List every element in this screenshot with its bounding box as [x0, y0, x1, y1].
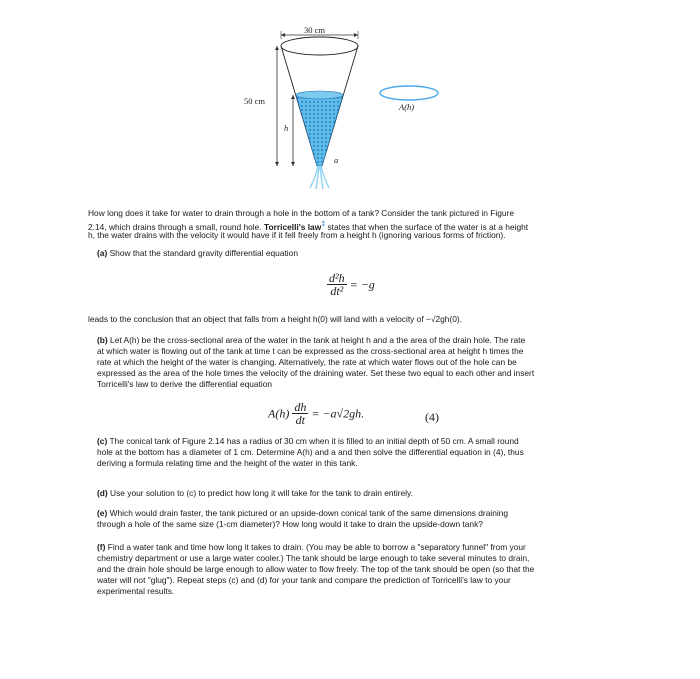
height-label: 50 cm: [244, 96, 266, 106]
first-derivative-fraction: [292, 401, 308, 427]
part-f-line-2: chemistry department or use a large water cooler.) The tank should be large enough to take several minutes to drain,: [97, 553, 530, 563]
part-c-label: (c): [97, 436, 108, 446]
height-dimension: [275, 46, 279, 166]
part-d-text: Use your solution to (c) to predict how long it will take for the tank to drain entirely.: [110, 488, 413, 498]
part-e-line-1-text: Which would drain faster, the tank pictured or an upside-down conical tank of the same dimensions draining: [109, 508, 509, 518]
tank-top-rim: [281, 37, 358, 55]
eq-b-denominator: dt: [295, 413, 305, 427]
part-b-line-5: Torricelli's law to derive the differential equation: [97, 379, 273, 389]
water-height-label: h: [284, 123, 289, 133]
part-b-line-1-text: Let A(h) be the cross-sectional area of the water in the tank at height h and a the area of the drain hole. The rate: [110, 335, 526, 345]
part-b-line-4: expressed as the area of the hole times the velocity of the draining water. Set these two equal to each other and insert: [97, 368, 535, 378]
part-f-line-4: water will not "glug"). Repeat steps (c) and (d) for your tank and compare the prediction of Torricelli's law to your: [97, 575, 511, 585]
part-d-label: (d): [97, 488, 108, 498]
draining-stream: [310, 166, 329, 189]
intro-line-1: How long does it take for water to drain through a hole in the bottom of a tank? Consider the tank pictured in Figure: [88, 208, 514, 218]
water-height-dimension: [291, 95, 295, 166]
part-f-line-3: and the drain hole should be large enough to allow water to flow freely. The top of the tank should be open (so that the: [97, 564, 535, 574]
part-a-label: (a): [97, 248, 108, 258]
footnote-link[interactable]: ‡: [321, 221, 326, 228]
part-e-line-1: [97, 508, 508, 519]
eq-b-lhs: A(h): [268, 406, 290, 421]
cross-section-area-ellipse: [380, 86, 438, 100]
part-b-line-3: rate at which the height of the water is changing. Alternatively, the rate at which water flows out of the hole can be: [97, 357, 517, 367]
part-b-line-1: [97, 335, 525, 346]
part-b-label: (b): [97, 335, 108, 345]
eq-b-rhs: = −a√2gh.: [311, 406, 365, 421]
part-d-line: [97, 488, 413, 499]
hole-label: a: [334, 155, 339, 165]
intro-line-3: h, the water drains with the velocity it would have if it fell freely from a height h (ignoring various forms of friction).: [88, 230, 506, 240]
part-e-label: (e): [97, 508, 108, 518]
part-f-line-1-text: Find a water tank and time how long it takes to drain. (You may be able to borrow a "separatory funnel" from your: [107, 542, 526, 552]
water-surface: [296, 91, 343, 99]
conical-tank-figure: [0, 0, 700, 200]
part-c-line-1: [97, 436, 519, 447]
part-a-conclusion: leads to the conclusion that an object that falls from a height h(0) will land with a velocity of −√2gh(0).: [88, 314, 462, 324]
top-width-label: 30 cm: [304, 25, 326, 35]
part-f-line-1: [97, 542, 526, 553]
part-f-label: (f): [97, 542, 106, 552]
equation-number: (4): [425, 410, 439, 424]
second-derivative-fraction: [327, 272, 347, 298]
part-a-prompt: [97, 248, 298, 259]
eq-a-rhs: = −g: [349, 277, 375, 292]
eq-a-denominator: dt²: [330, 284, 344, 298]
part-a-text: Show that the standard gravity differential equation: [109, 248, 298, 258]
part-e-line-2: through a hole of the same size (1-cm diameter)? How long would it take to drain the upside-down tank?: [97, 519, 483, 529]
eq-a-numerator: d²h: [329, 271, 345, 285]
intro-line-2-end: states that when the surface of the water is at a height: [325, 221, 529, 232]
part-b-line-2: at which water is flowing out of the tank at time t can be expressed as the cross-sectional area at height h times the: [97, 346, 524, 356]
torricelli-law-term: Torricelli's law: [263, 221, 322, 232]
part-c-line-3: deriving a formula relating time and the height of the water in this tank.: [97, 458, 358, 468]
part-f-line-5: experimental results.: [97, 586, 175, 596]
torricelli-equation: [268, 401, 364, 427]
part-c-line-2: hole at the bottom has a diameter of 1 cm. Determine A(h) and a and then solve the differential equation in (4), thus: [97, 447, 524, 457]
area-label: A(h): [399, 102, 415, 112]
intro-line-2-start: 2.14, which drains through a small, round hole.: [88, 221, 264, 232]
gravity-equation: [327, 272, 375, 298]
eq-b-numerator: dh: [294, 400, 307, 414]
part-c-line-1-text: The conical tank of Figure 2.14 has a radius of 30 cm when it is filled to an initial depth of 50 cm. A small round: [109, 436, 519, 446]
